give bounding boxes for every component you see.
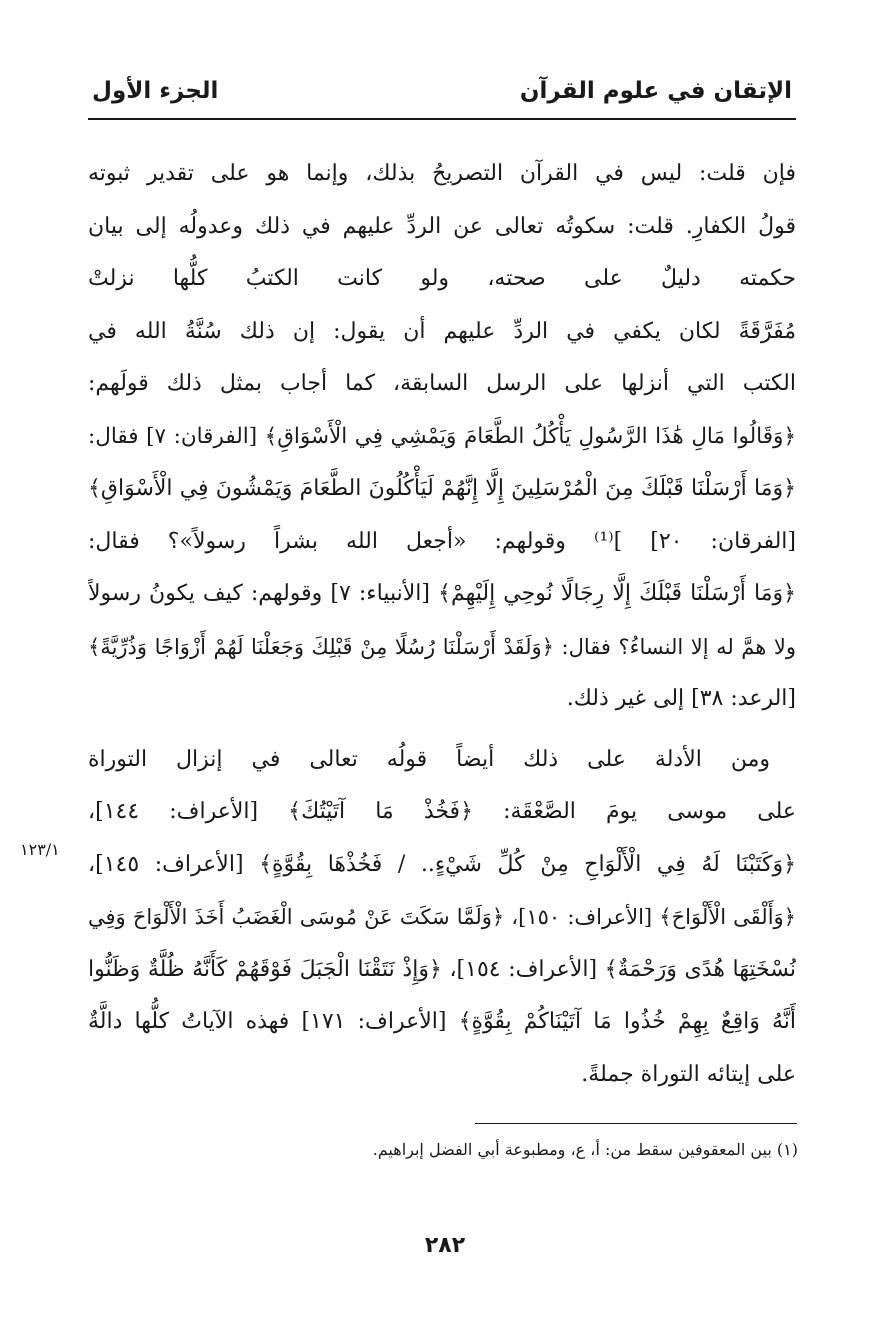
text-line: ﴿وَقَالُوا مَالِ هَٰذَا الرَّسُولِ يَأْكُلُ الطَّعَامَ وَيَمْشِي فِي الْأَسْوَاقِ﴾ [الفرقان: ٧] فقال: bbox=[88, 423, 796, 449]
text-line: مُفَرَّقَةً لكان يكفي في الردِّ عليهم أن يقول: إن ذلك سُنَّةُ الله في bbox=[88, 318, 796, 344]
margin-reference: ١٢٣/١ bbox=[20, 840, 60, 859]
text-line: ﴿وَكَتَبْنَا لَهُ فِي الْأَلْوَاحِ مِنْ كُلِّ شَيْءٍ.. / فَخُذْهَا بِقُوَّةٍ﴾ [الأعراف: ١٤٥]، bbox=[88, 851, 796, 877]
footnote: (١) بين المعقوفين سقط من: أ، ع، ومطبوعة أبي الفضل إبراهيم. bbox=[372, 1140, 798, 1159]
text-line: ومن الأدلة على ذلك أيضاً قولُه تعالى في إنزال التوراة bbox=[88, 746, 770, 772]
text-line: ﴿وَمَا أَرْسَلْنَا قَبْلَكَ مِنَ الْمُرْسَلِينَ إِلَّا إِنَّهُمْ لَيَأْكُلُونَ الطَّعَامَ وَيَمْشُونَ فِي الْأَسْوَاقِ﴾ bbox=[88, 476, 796, 501]
text-line: [الفرقان: ٢٠] ]⁽¹⁾ وقولهم: «أجعل الله بشراً رسولاً»؟ فقال: bbox=[88, 528, 796, 554]
text-line: على إيتائه التوراة جملةً. bbox=[581, 1061, 796, 1087]
text-line: أَنَّهُ وَاقِعٌ بِهِمْ خُذُوا مَا آتَيْنَاكُمْ بِقُوَّةٍ﴾ [الأعراف: ١٧١] فهذه الآياتُ كلُّها دالَّةٌ bbox=[88, 1009, 796, 1034]
text-line: فإن قلت: ليس في القرآن التصريحُ بذلك، وإنما هو على تقدير ثبوته bbox=[88, 161, 796, 186]
text-line: ﴿وَمَا أَرْسَلْنَا قَبْلَكَ إِلَّا رِجَالًا نُوحِي إِلَيْهِمْ﴾ [الأنبياء: ٧] وقولهم: كيف يكونُ رسولاً bbox=[88, 581, 796, 606]
page-number: ٢٨٢ bbox=[424, 1233, 466, 1258]
text-line: ولا همَّ له إلا النساءُ؟ فقال: ﴿وَلَقَدْ أَرْسَلْنَا رُسُلًا مِنْ قَبْلِكَ وَجَعَلْنَا لَهُمْ أَزْوَاجًا وَذُرِّيَّةً﴾ bbox=[88, 634, 796, 659]
text-line: [الرعد: ٣٨] إلى غير ذلك. bbox=[566, 686, 796, 711]
text-line: حكمته دليلٌ على صحته، ولو كانت الكتبُ كلُّها نزلتْ bbox=[88, 266, 796, 291]
text-line: ﴿وَأَلْقَى الْأَلْوَاحَ﴾ [الأعراف: ١٥٠]، ﴿وَلَمَّا سَكَتَ عَنْ مُوسَى الْغَضَبُ أَخَذَ الْأَلْوَاحَ وَفِي bbox=[88, 905, 796, 929]
volume-label: الجزء الأول bbox=[92, 78, 219, 104]
page-header bbox=[88, 68, 796, 120]
main-text bbox=[88, 148, 796, 1101]
text-line: قولُ الكفارِ. قلت: سكوتُه تعالى عن الردِّ عليهم في ذلك وعدولُه إلى بيان bbox=[88, 213, 796, 239]
text-line: نُسْخَتِهَا هُدًى وَرَحْمَةٌ﴾ [الأعراف: ١٥٤]، ﴿وَإِذْ نَتَقْنَا الْجَبَلَ فَوْقَهُمْ كَأَنَّهُ ظُلَّةٌ وَظَنُّوا bbox=[88, 956, 796, 982]
text-line: الكتب التي أنزلها على الرسل السابقة، كما أجاب بمثل ذلك قولَهم: bbox=[88, 371, 796, 396]
text-line: على موسى يومَ الصَّعْقَة: ﴿فَخُذْ مَا آتَيْتُكَ﴾ [الأعراف: ١٤٤]، bbox=[88, 799, 796, 824]
footnote-divider bbox=[475, 1123, 797, 1124]
book-title: الإتقان في علوم القرآن bbox=[519, 78, 792, 104]
